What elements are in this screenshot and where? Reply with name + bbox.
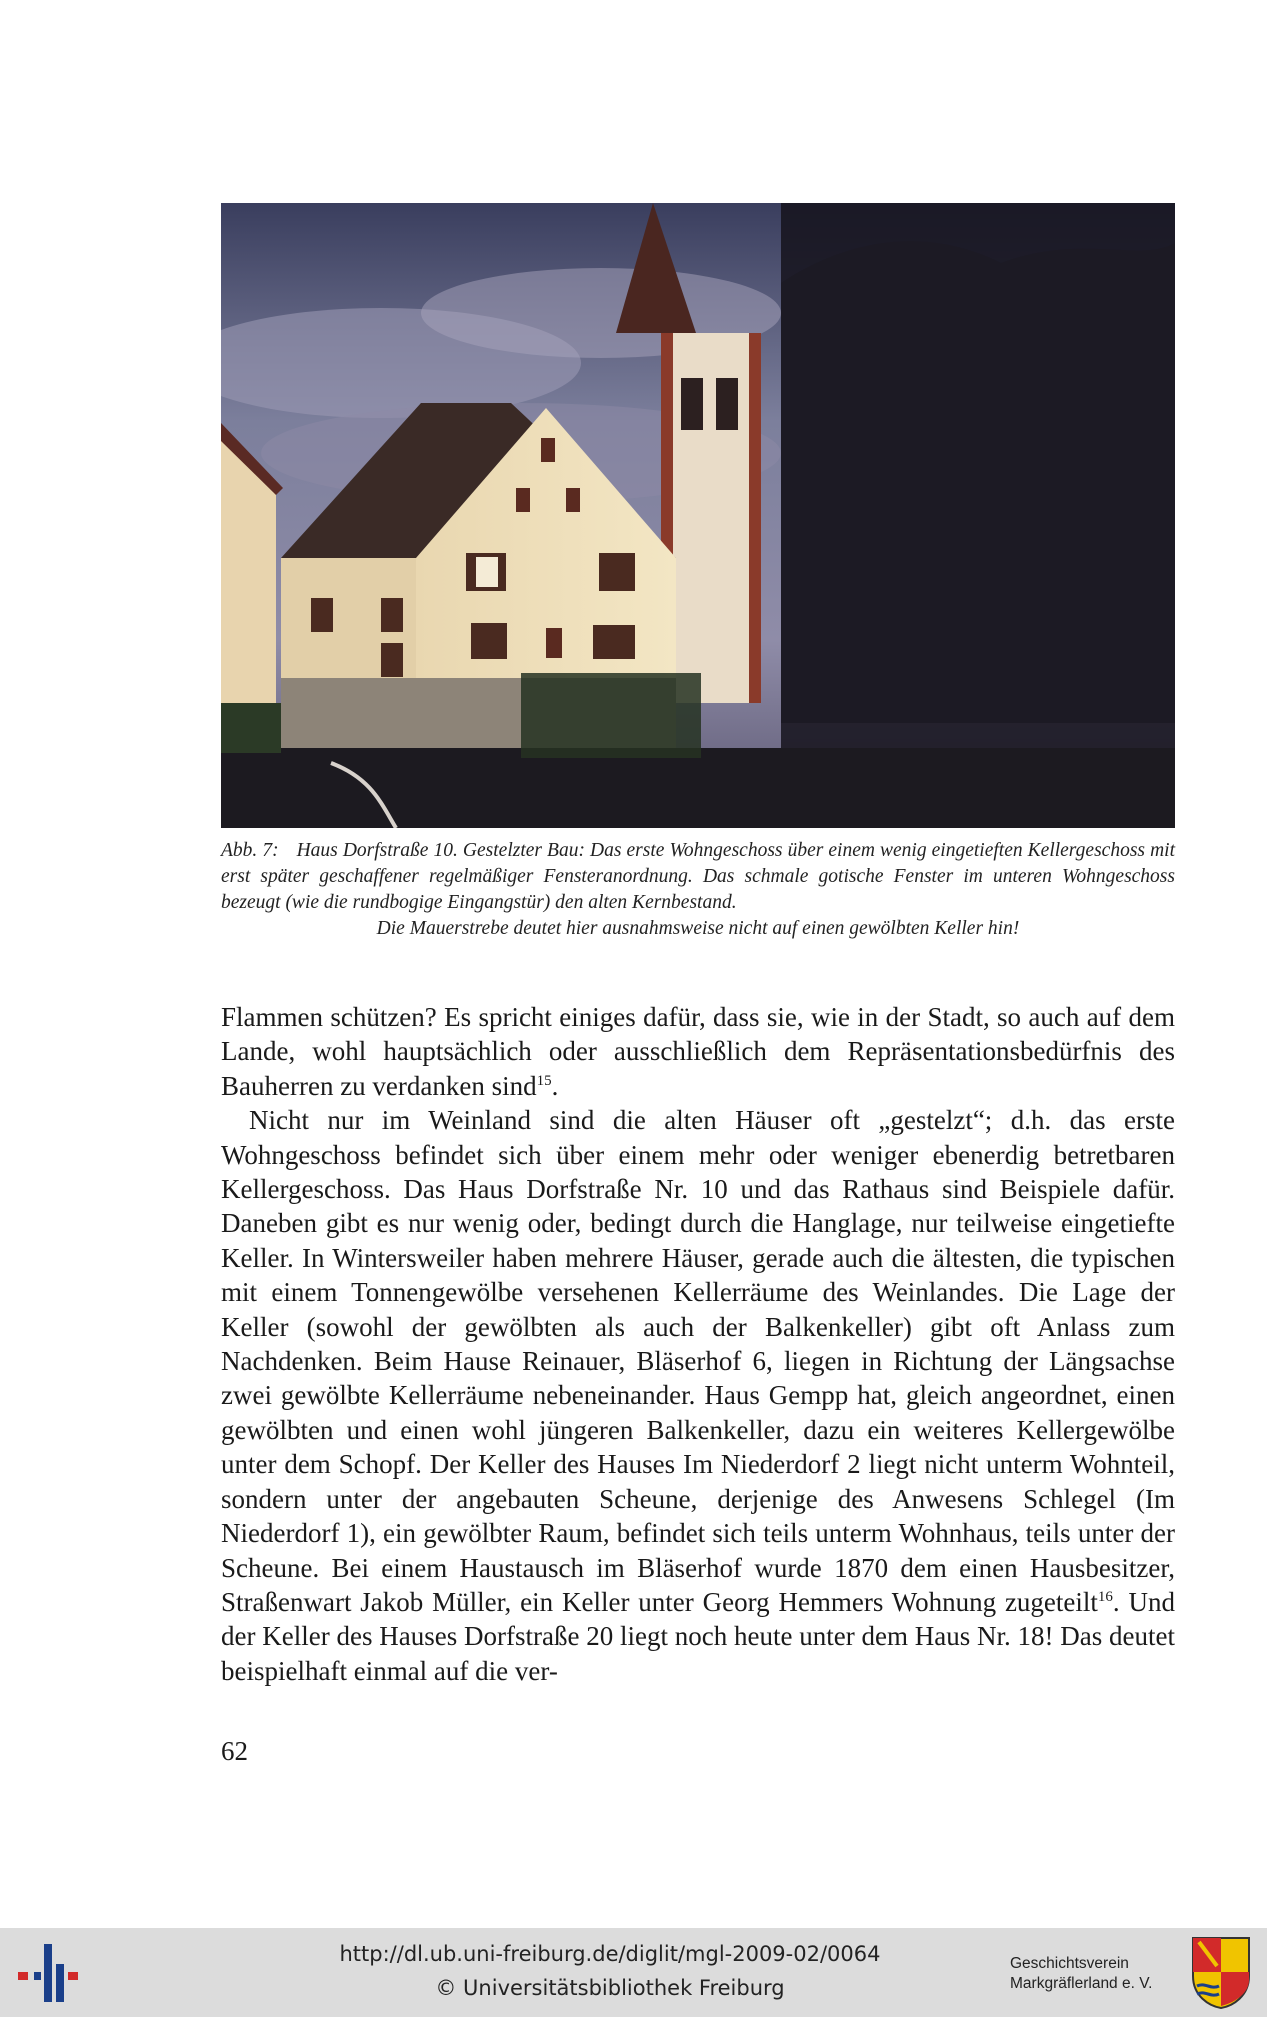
paragraph-1	[221, 1000, 1175, 1103]
paragraph-2	[221, 1103, 1175, 1688]
paragraph-2-text: Nicht nur im Weinland sind die alten Häuser oft „gestelzt“; d.h. das erste Wohngeschoss befindet sich über einem mehr oder weniger ebenerdig betretbaren Kellergeschoss. Das Haus Dorfstraße Nr. 10 und das Rathaus sind Beispiele dafür. Daneben gibt es nur wenig oder, bedingt durch die Hanglage, nur teilweise eingetiefte Keller. In Wintersweiler haben mehrere Häuser, gerade auch die ältesten, die typischen mit einem Tonnengewölbe versehenen Kellerräume des Weinlandes. Die Lage der Keller (sowohl der gewölbten als auch der Balkenkeller) gibt oft Anlass zum Nachdenken. Beim Hause Reinauer, Bläserhof 6, liegen in Richtung der Längsachse zwei gewölbte Kellerräume nebeneinander. Haus Gempp hat, gleich angeordnet, einen gewölbten und einen wohl jüngeren Balkenkeller, dazu ein weiteres Kellergewölbe unter dem Schopf. Der Keller des Hauses Im Niederdorf 2 liegt nicht unterm Wohnteil, sondern unter der angebauten Scheune, derjenige des Anwesens Schlegel (Im Niederdorf 1), ein gewölbter Raum, befindet sich teils unterm Wohnhaus, teils unter der Scheune. Bei einem Haustausch im Bläserhof wurde 1870 dem einen Hausbesitzer, Straßenwart Jakob Müller, ein Keller unter Georg Hemmers Wohnung zugeteilt	[221, 1105, 1175, 1617]
society-crest-icon	[1191, 1936, 1251, 2010]
society-line-2: Markgräflerland e. V.	[1010, 1975, 1153, 1992]
footer-copyright: © Universitätsbibliothek Freiburg	[435, 1976, 785, 2000]
body-text	[221, 1000, 1175, 1688]
footnote-ref-15[interactable]: 15	[536, 1072, 552, 1089]
house-photo	[221, 203, 1175, 828]
ub-freiburg-logo-icon	[14, 1942, 80, 2004]
page-number: 62	[221, 1736, 248, 1766]
footnote-ref-16[interactable]: 16	[1097, 1588, 1113, 1605]
paragraph-1-end: .	[551, 1070, 559, 1101]
footer-bar	[0, 1928, 1267, 2017]
paragraph-1-text: Flammen schützen? Es spricht einiges dafür, dass sie, wie in der Stadt, so auch auf dem Lande, wohl hauptsächlich oder ausschließlich dem Repräsentationsbedürfnis des Bauherren zu verdanken sind	[221, 1002, 1175, 1101]
caption-last-line: Die Mauerstrebe deutet hier ausnahmsweise nicht auf einen gewölbten Keller hin!	[376, 918, 1020, 939]
caption-text: Haus Dorfstraße 10. Gestelzter Bau: Das erste Wohngeschoss über einem wenig eingetieften Kellergeschoss mit erst später geschaffener regelmäßiger Fensteranordnung. Das schmale gotische Fenster im unteren Wohngeschoss bezeugt (wie die rundbogige Eingangstür) den alten Kernbestand.	[221, 840, 1175, 913]
house-photo-image	[221, 203, 1175, 828]
caption-label: Abb. 7:	[221, 840, 279, 861]
paragraph-2-end: . Und der Keller des Hauses Dorfstraße 20 liegt noch heute unter dem Haus Nr. 18! Das deutet beispielhaft einmal auf die ver-	[221, 1586, 1176, 1686]
footer-url-link[interactable]: http://dl.ub.uni-freiburg.de/diglit/mgl-2009-02/0064	[339, 1942, 881, 1966]
footer-society-name	[1010, 1954, 1190, 1994]
figure-caption	[221, 838, 1175, 942]
society-line-1: Geschichtsverein	[1010, 1955, 1129, 1972]
